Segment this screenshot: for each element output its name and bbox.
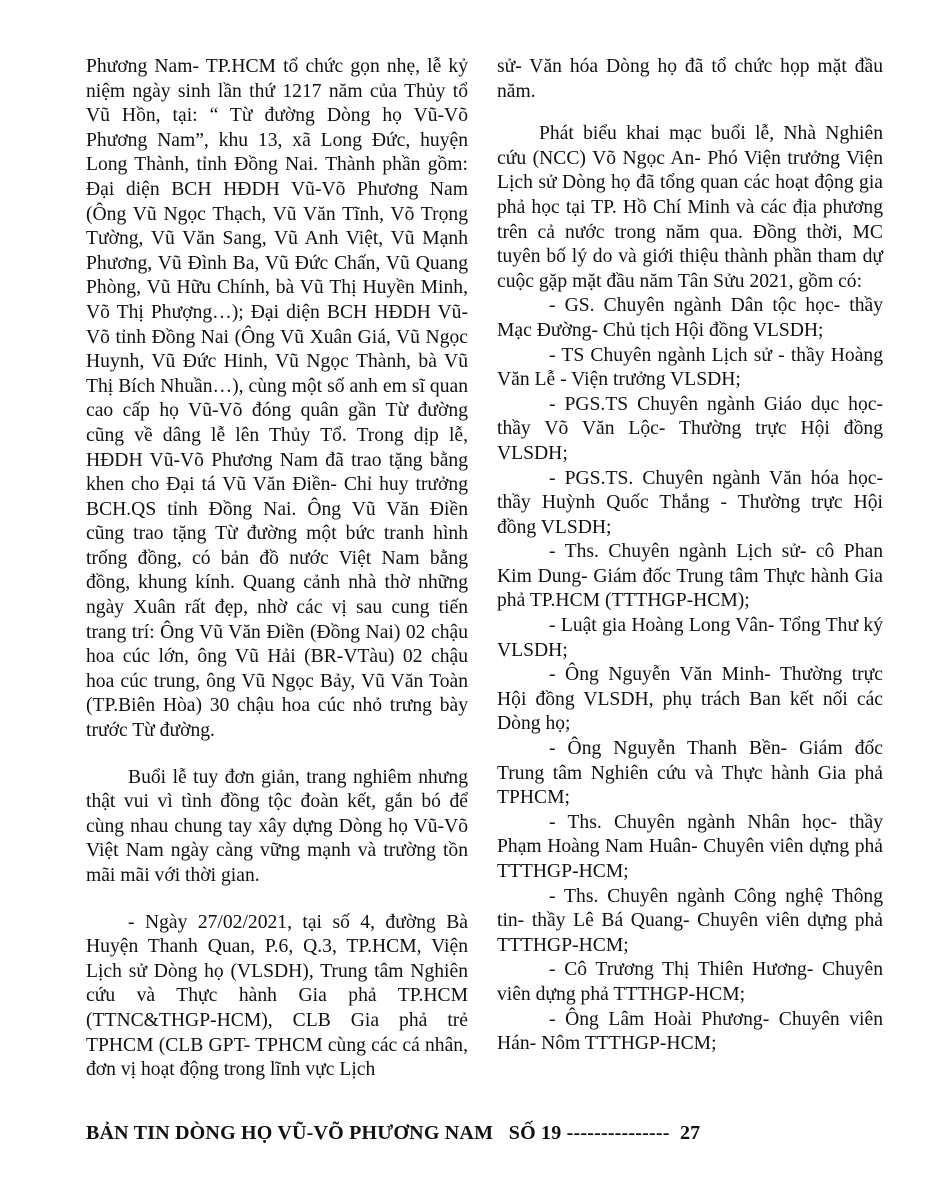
left-column: [86, 55, 468, 1083]
attendee-item: - PGS.TS. Chuyên ngành Văn hóa học- thầy Huỳnh Quốc Thắng - Thường trực Hội đồng VLSDH;: [497, 467, 883, 538]
attendee-item: - GS. Chuyên ngành Dân tộc học- thầy Mạc Đường- Chủ tịch Hội đồng VLSDH;: [497, 295, 883, 341]
attendee-item: - Ths. Chuyên ngành Công nghệ Thông tin- thầy Lê Bá Quang- Chuyên viên dựng phả TTTHGP-HCM;: [497, 885, 883, 956]
page-footer: [86, 1122, 886, 1145]
paragraph-meeting-continued: sử- Văn hóa Dòng họ đã tổ chức họp mặt đầu năm.: [497, 56, 883, 102]
attendee-item: - Ths. Chuyên ngành Lịch sử- cô Phan Kim Dung- Giám đốc Trung tâm Thực hành Gia phả TP.HCM (TTTHGP-HCM);: [497, 541, 883, 612]
attendee-item: - TS Chuyên ngành Lịch sử - thầy Hoàng Văn Lễ - Viện trưởng VLSDH;: [497, 344, 883, 391]
attendee-list: [497, 294, 883, 1056]
attendee-item: - Ths. Chuyên ngành Nhân học- thầy Phạm Hoàng Nam Huân- Chuyên viên dựng phả TTTHGP-HCM;: [497, 811, 883, 882]
right-column: [497, 55, 883, 1057]
paragraph-meeting-start: - Ngày 27/02/2021, tại số 4, đường Bà Huyện Thanh Quan, P.6, Q.3, TP.HCM, Viện Lịch sử Dòng họ (VLSDH), Trung tâm Nghiên cứu và Thực hành Gia phả TP.HCM (TTNC&THGP-HCM), CLB Gia phả trẻ TPHCM (CLB GPT- TPHCM cùng các cá nhân, đơn vị hoạt động trong lĩnh vực Lịch: [86, 911, 468, 1081]
footer-separator: ---------------: [566, 1122, 670, 1144]
attendee-item: - PGS.TS Chuyên ngành Giáo dục học- thầy Võ Văn Lộc- Thường trực Hội đồng VLSDH;: [497, 393, 883, 464]
attendee-item: - Ông Lâm Hoài Phương- Chuyên viên Hán- Nôm TTTHGP-HCM;: [497, 1008, 883, 1055]
issue-number: SỐ 19: [508, 1122, 562, 1144]
paragraph-opening-speech: Phát biểu khai mạc buổi lễ, Nhà Nghiên cứu (NCC) Võ Ngọc An- Phó Viện trưởng Viện Lịch sử Dòng họ đã tổng quan các hoạt động gia phả học tại TP. Hồ Chí Minh và các địa phương trên cả nước trong năm qua. Đồng thời, MC tuyên bố lý do và giới thiệu thành phần tham dự cuộc gặp mặt đầu năm Tân Sửu 2021, gồm có:: [497, 123, 883, 292]
attendee-item: - Luật gia Hoàng Long Vân- Tổng Thư ký VLSDH;: [497, 615, 883, 661]
page-number: 27: [679, 1122, 701, 1144]
publication-title: BẢN TIN DÒNG HỌ VŨ-VÕ PHƯƠNG NAM: [86, 1122, 494, 1144]
paragraph-ceremony: Phương Nam- TP.HCM tổ chức gọn nhẹ, lễ kỷ niệm ngày sinh lần thứ 1217 năm của Thủy tổ Vũ Hồn, tại: “ Từ đường Dòng họ Vũ-Võ Phương Nam”, khu 13, xã Long Đức, huyện Long Thành, tỉnh Đồng Nai. Thành phần gồm: Đại diện BCH HĐDH Vũ-Võ Phương Nam (Ông Vũ Ngọc Thạch, Vũ Văn Tĩnh, Võ Trọng Tường, Vũ Văn Sang, Vũ Anh Việt, Vũ Mạnh Phương, Vũ Đình Ba, Vũ Đức Chấn, Vũ Quang Phòng, Vũ Hữu Chính, bà Vũ Thị Huyền Minh, Võ Thị Phượng…); Đại diện BCH HĐDH Vũ-Võ tỉnh Đồng Nai (Ông Vũ Xuân Giá, Vũ Ngọc Huynh, Vũ Đức Hinh, Vũ Ngọc Thành, bà Vũ Thị Bích Nhuần…), cùng một số anh em sĩ quan cao cấp họ Vũ-Võ đóng quân gần Từ đường cũng về dâng lễ lên Thủy Tổ. Trong dịp lễ, HĐDH Vũ-Võ Phương Nam đã trao tặng bằng khen cho Đại tá Vũ Văn Điền- Chỉ huy trưởng BCH.QS tỉnh Đồng Nai. Ông Vũ Văn Điền cũng trao tặng Từ đường một bức tranh hình trống đồng, có bản đồ nước Việt Nam bằng đồng, khung kính. Quang cảnh nhà thờ những ngày Xuân rất đẹp, nhờ các vị sau cung tiến trang trí: Ông Vũ Văn Điền (Đồng Nai) 02 chậu hoa cúc lớn, ông Vũ Hải (BR-VTàu) 02 chậu hoa cúc trung, ông Vũ Ngọc Bảy, Vũ Văn Toàn (TP.Biên Hòa) 30 chậu hoa cúc nhỏ trưng bày trước Từ đường.: [86, 56, 468, 742]
attendee-item: - Ông Nguyễn Thanh Bền- Giám đốc Trung tâm Nghiên cứu và Thực hành Gia phả TPHCM;: [497, 738, 883, 809]
attendee-item: - Cô Trương Thị Thiên Hương- Chuyên viên dựng phả TTTHGP-HCM;: [497, 959, 883, 1005]
attendee-item: - Ông Nguyễn Văn Minh- Thường trực Hội đồng VLSDH, phụ trách Ban kết nối các Dòng họ;: [497, 664, 883, 735]
paragraph-ceremony-summary: Buổi lễ tuy đơn giản, trang nghiêm nhưng thật vui vì tình đồng tộc đoàn kết, gắn bó để cùng nhau chung tay xây dựng Dòng họ Vũ-Võ Việt Nam ngày càng vững mạnh và trường tồn mãi mãi với thời gian.: [86, 766, 468, 886]
